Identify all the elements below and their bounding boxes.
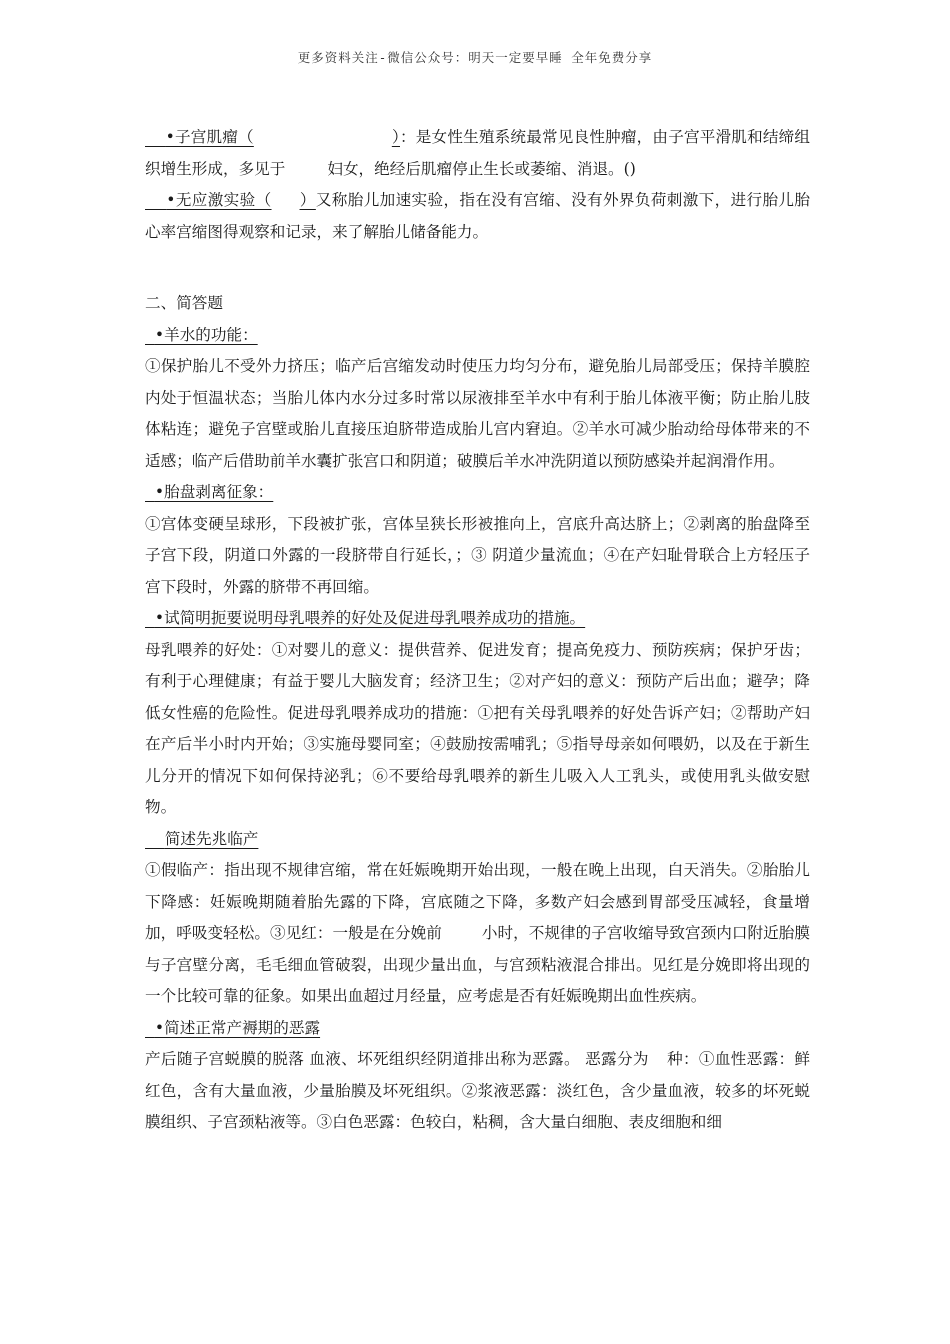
section-spacer: [145, 248, 810, 288]
question-answer: ①宫体变硬呈球形，下段被扩张，宫体呈狭长形被推向上，宫底升高达脐上；②剥离的胎盘降至子宫下段，阴道口外露的一段脐带自行延长，；③ 阴道少量流血；④在产妇耻骨联合上方轻压子宫下段时，外露的脐带不再回缩。: [145, 514, 810, 596]
question-title: •羊水的功能：: [154, 325, 258, 344]
question-title: •试简明扼要说明母乳喂养的好处及促进母乳喂养成功的措施。: [154, 609, 586, 627]
section-title: 二、简答题: [145, 294, 223, 312]
fill-in-item-nst: [145, 185, 810, 248]
fill-in-item-uterine-fibroid: [145, 122, 810, 185]
question-answer: ①假临产：指出现不规律宫缩，常在妊娠晚期开始出现，一般在晚上出现，白天消失。②胎胎儿下降感：妊娠晚期随着胎先露的下降，宫底随之下降，多数产妇会感到胃部受压减轻，食量增加，呼吸变轻松。③见红：一般是在分娩前 小时，不规律的子宫收缩导致宫颈内口附近胎膜与子宫壁分离，毛毛细血管破裂，出现少量出血，与宫颈粘液混合排出。见红是分娩即将出现的一个比较可靠的征象。如果出血超过月经量，应考虑是否有妊娠晚期出血性疾病。: [145, 861, 810, 1005]
question-title: •胎盘剥离征象：: [154, 483, 274, 501]
fill-in-text: 妇女，绝经后肌瘤停止生长或萎缩、消退。(): [327, 159, 636, 178]
fill-in-label: •无应激实验（ ）: [166, 191, 316, 209]
question-answer: 产后随子宫蜕膜的脱落 血液、坏死组织经阴道排出称为恶露。 恶露分为 种：①血性恶露：鲜红色，含有大量血液，少量胎膜及坏死组织。②浆液恶露：淡红色，含少量血液，较多的坏死蜕膜组织、子宫颈粘液等。③白色恶露：色较白，粘稠，含大量白细胞、表皮细胞和细: [145, 1050, 810, 1131]
question-answer: ①保护胎儿不受外力挤压；临产后宫缩发动时使压力均匀分布，避免胎儿局部受压；保持羊膜腔内处于恒温状态；当胎儿体内水分过多时常以尿液排至羊水中有利于胎儿体液平衡；防止胎儿肢体粘连；避免子宫壁或胎儿直接压迫脐带造成胎儿宫内窘迫。②羊水可减少胎动给母体带来的不适感；临产后借助前羊水囊扩张宫口和阴道；破膜后羊水冲洗阴道以预防感染并起润滑作用。: [145, 357, 810, 470]
question-title: •简述正常产褥期的恶露: [154, 1018, 321, 1037]
page-header: 更多资料关注-微信公众号：明天一定要早睡 全年免费分享: [297, 50, 653, 65]
document-body: [145, 122, 810, 1139]
fill-in-text: ：是女性生殖系统最常见良性肿瘤，由子宫平滑肌和结缔组织增生形成，多见于: [145, 128, 810, 178]
fill-in-label: •子宫肌瘤（ ）: [165, 128, 400, 146]
fill-in-text: 又称胎儿加速实验，指在没有宫缩、没有外界负荷刺激下，进行胎儿胎心率宫缩图得观察和记录，来了解胎儿储备能力。: [145, 191, 810, 241]
question-title: 简述先兆临产: [164, 829, 259, 848]
question-answer: 母乳喂养的好处：①对婴儿的意义：提供营养、促进发育；提高免疫力、预防疾病；保护牙齿；有利于心理健康；有益于婴儿大脑发育；经济卫生；②对产妇的意义：预防产后出血；避孕；降低女性癌的危险性。促进母乳喂养成功的措施：①把有关母乳喂养的好处告诉产妇；②帮助产妇在产后半小时内开始；③实施母婴同室；④鼓励按需哺乳；⑤指导母亲如何喂奶，以及在于新生儿分开的情况下如何保持泌乳；⑥不要给母乳喂养的新生儿吸入人工乳头，或使用乳头做安慰物。: [145, 640, 810, 816]
